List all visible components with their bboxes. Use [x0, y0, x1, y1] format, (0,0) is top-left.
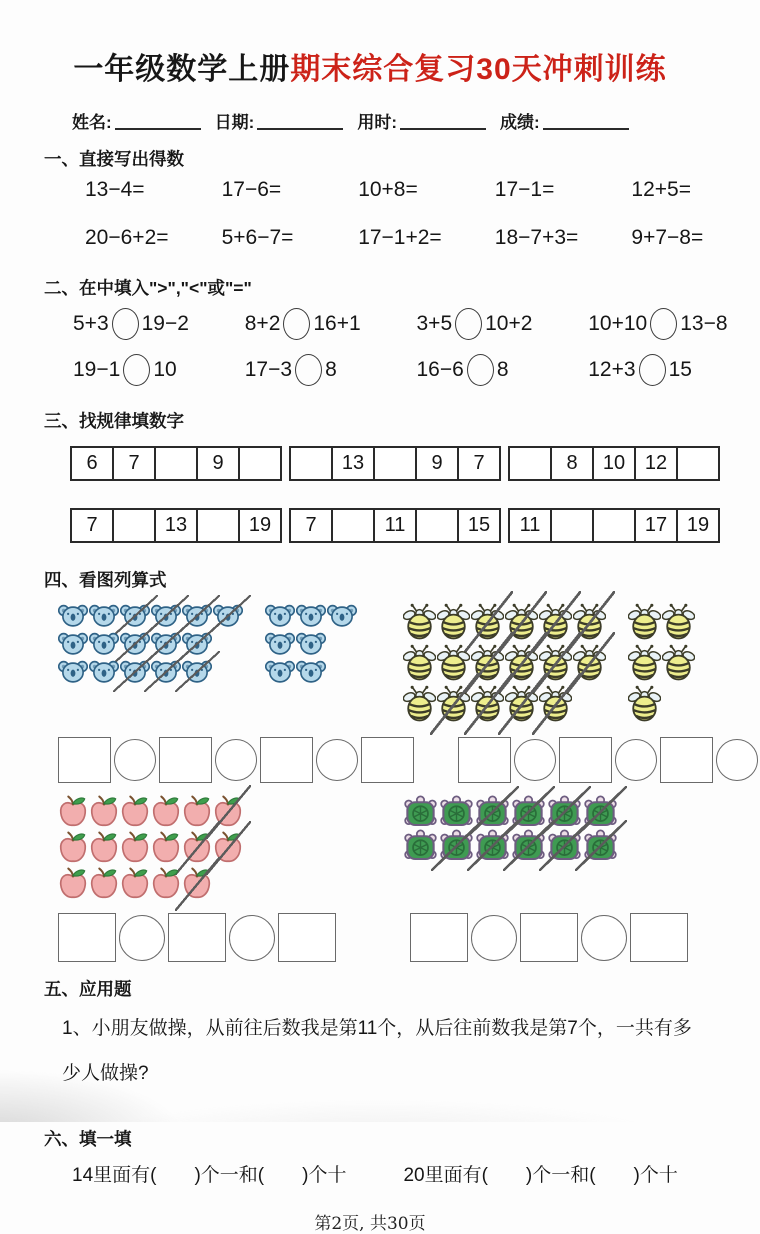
koala-icon-crossed	[182, 602, 212, 628]
bee-icon	[403, 602, 436, 641]
figure-row	[403, 643, 606, 682]
koala-icon-crossed	[213, 602, 243, 628]
operator-circle[interactable]	[316, 739, 358, 781]
koala-icon-crossed	[120, 602, 150, 628]
right-expression: 10	[153, 358, 177, 381]
figure-grid-top	[0, 602, 740, 723]
answer-number-box[interactable]	[168, 913, 226, 962]
student-info-row	[72, 108, 740, 133]
koala-icon	[89, 658, 119, 684]
equation-answer-template	[58, 737, 414, 783]
left-expression: 3+5	[416, 312, 453, 335]
figure-row	[265, 602, 357, 628]
title-black-part: 一年级数学上册	[73, 53, 291, 86]
bee-icon	[628, 602, 661, 641]
section-6-header: 六、填一填	[44, 1129, 132, 1150]
operator-circle[interactable]	[119, 915, 165, 961]
operator-circle[interactable]	[114, 739, 156, 781]
number-pattern-table	[289, 508, 501, 543]
pattern-tables-row-1	[0, 446, 740, 481]
pattern-cell: 13	[154, 510, 196, 541]
apple-icon-crossed	[182, 867, 212, 901]
pattern-cell: 9	[415, 448, 457, 479]
operator-circle[interactable]	[229, 915, 275, 961]
side-group	[628, 602, 695, 723]
arithmetic-problem: 17−1+2=	[358, 226, 442, 249]
info-label: 日期:	[214, 113, 255, 132]
side-group	[265, 602, 357, 684]
figure-row	[58, 867, 243, 901]
answer-number-box[interactable]	[361, 737, 414, 783]
koala-icon	[265, 602, 295, 628]
pattern-cell: 6	[86, 452, 98, 474]
arithmetic-problem: 9+7−8=	[631, 226, 704, 249]
pattern-cell: 19	[676, 510, 718, 541]
apple-icon	[120, 831, 150, 865]
apple-icon	[89, 831, 119, 865]
answer-number-box[interactable]	[260, 737, 313, 783]
comparison-circle[interactable]	[112, 308, 139, 340]
koala-icon	[265, 630, 295, 656]
comparison-circle[interactable]	[295, 354, 322, 386]
koala-icon-crossed	[120, 630, 150, 656]
bee-icon	[628, 684, 661, 723]
title-red-part: 期末综合复习30天冲刺训练	[290, 53, 667, 86]
empty-pattern-cell[interactable]	[196, 510, 238, 541]
comparison-circle[interactable]	[467, 354, 494, 386]
comparison-circle[interactable]	[123, 354, 150, 386]
compare-row-2	[0, 354, 740, 386]
apple-icon-crossed	[213, 795, 243, 829]
info-label: 成绩:	[500, 113, 540, 132]
arithmetic-problem: 18−7+3=	[494, 226, 579, 249]
bee-figure	[403, 602, 722, 723]
turtle-icon-crossed	[511, 829, 546, 861]
koala-icon	[265, 658, 295, 684]
apple-icon-crossed	[213, 831, 243, 865]
empty-pattern-cell[interactable]	[291, 448, 331, 479]
apple-icon-crossed	[182, 831, 212, 865]
bee-icon-crossed	[573, 643, 606, 682]
apple-icon	[58, 831, 88, 865]
turtle-icon-crossed	[547, 795, 582, 827]
bee-icon	[403, 643, 436, 682]
bee-icon	[628, 643, 661, 682]
figure-row	[265, 658, 357, 684]
pattern-cell: 17	[634, 510, 676, 541]
turtle-icon-crossed	[475, 829, 510, 861]
apple-figure	[58, 795, 377, 901]
empty-pattern-cell[interactable]	[373, 448, 415, 479]
answer-number-box[interactable]	[58, 737, 111, 783]
turtle-icon-crossed	[439, 829, 474, 861]
koala-icon	[58, 658, 88, 684]
figure-row	[628, 643, 695, 682]
pattern-cell: 13	[331, 448, 373, 479]
apple-icon	[151, 831, 181, 865]
comparison-problem	[560, 308, 732, 340]
answer-number-box[interactable]	[520, 913, 578, 962]
turtle-icon-crossed	[475, 795, 510, 827]
info-label: 用时:	[357, 113, 398, 132]
answer-number-box[interactable]	[410, 913, 468, 962]
figure-row	[403, 684, 606, 723]
pattern-tables-row-2	[0, 508, 740, 543]
figure-grid-bottom	[0, 795, 740, 901]
answer-number-box[interactable]	[559, 737, 612, 783]
equation-answer-template	[458, 737, 760, 783]
bee-icon	[437, 643, 470, 682]
arithmetic-problem: 5+6−7=	[221, 226, 294, 249]
answer-number-box[interactable]	[159, 737, 212, 783]
turtle-icon-crossed	[583, 829, 618, 861]
apple-icon	[151, 795, 181, 829]
koala-icon-crossed	[182, 630, 212, 656]
figure-row	[403, 795, 618, 827]
operator-circle[interactable]	[215, 739, 257, 781]
left-expression: 10+10	[588, 312, 648, 335]
pattern-cell: 19	[238, 510, 280, 541]
left-expression: 17−3	[244, 358, 293, 381]
bee-icon	[662, 602, 695, 641]
right-expression: 15	[668, 358, 692, 381]
figure-row	[403, 829, 618, 861]
koala-icon	[296, 602, 326, 628]
empty-pattern-cell[interactable]	[238, 448, 280, 479]
bee-icon	[437, 602, 470, 641]
bee-icon-crossed	[471, 684, 504, 723]
right-expression: 8	[325, 358, 337, 381]
figure-row	[628, 602, 695, 641]
koala-icon	[58, 630, 88, 656]
left-expression: 16−6	[416, 358, 464, 381]
pattern-cell: 7	[305, 514, 317, 536]
number-pattern-table	[508, 446, 720, 481]
info-field	[215, 108, 344, 133]
right-expression: 16+1	[313, 312, 361, 335]
turtle-icon-crossed	[547, 829, 582, 861]
bee-icon	[662, 643, 695, 682]
main-group	[403, 795, 618, 861]
apple-icon	[182, 795, 212, 829]
empty-pattern-cell[interactable]	[154, 448, 196, 479]
empty-pattern-cell[interactable]	[550, 510, 592, 541]
turtle-icon	[439, 795, 474, 827]
figure-row	[265, 630, 357, 656]
info-label: 姓名:	[72, 113, 112, 132]
apple-icon	[120, 867, 150, 901]
answer-number-box[interactable]	[630, 913, 688, 962]
section-5-header: 五、应用题	[44, 979, 132, 999]
koala-icon-crossed	[182, 658, 212, 684]
bee-icon-crossed	[471, 602, 504, 641]
pattern-cell: 15	[457, 510, 499, 541]
operator-circle[interactable]	[716, 739, 758, 781]
equation-answer-template	[58, 913, 366, 962]
apple-icon	[89, 795, 119, 829]
number-pattern-table	[70, 446, 282, 481]
koala-icon	[58, 602, 88, 628]
apple-icon	[58, 795, 88, 829]
arithmetic-problem: 17−1=	[494, 178, 555, 201]
equation-answer-template	[410, 913, 718, 962]
left-expression: 12+3	[588, 358, 636, 381]
comparison-problem	[560, 354, 732, 386]
figure-row	[403, 602, 606, 641]
empty-pattern-cell[interactable]	[112, 510, 154, 541]
figure-row	[58, 630, 243, 656]
main-group	[58, 795, 243, 901]
operator-circle[interactable]	[471, 915, 517, 961]
answer-template-row-top	[0, 737, 740, 783]
pattern-cell: 7	[457, 448, 499, 479]
word-problem-text: 1、小朋友做操，从前往后数我是第11个，从后往前数我是第7个，一共有多少人做操?	[62, 1018, 692, 1084]
right-expression: 8	[496, 358, 509, 381]
arithmetic-problem: 20−6+2=	[85, 226, 169, 249]
comparison-circle[interactable]	[650, 308, 677, 340]
apple-icon	[151, 867, 181, 901]
figure-row	[58, 795, 243, 829]
number-pattern-table	[289, 446, 501, 481]
section-3-header: 三、找规律填数字	[44, 411, 184, 431]
operator-circle[interactable]	[514, 739, 556, 781]
right-expression: 10+2	[485, 312, 533, 335]
koala-icon-crossed	[120, 658, 150, 684]
pattern-cell: 12	[634, 448, 676, 479]
comparison-problem	[217, 308, 389, 340]
answer-number-box[interactable]	[458, 737, 511, 783]
bee-icon	[403, 684, 436, 723]
koala-figure	[58, 602, 377, 723]
comparison-circle[interactable]	[639, 354, 666, 386]
page-number: 第2页, 共30页	[314, 1214, 426, 1234]
answer-number-box[interactable]	[660, 737, 713, 783]
figure-row	[58, 658, 243, 684]
section-1-header: 一、直接写出得数	[44, 149, 184, 169]
compare-row-1	[0, 308, 740, 340]
koala-icon-crossed	[151, 658, 181, 684]
koala-icon	[296, 658, 326, 684]
turtle-icon-crossed	[583, 795, 618, 827]
pattern-cell: 11	[519, 514, 541, 536]
apple-icon	[89, 867, 119, 901]
pattern-cell: 7	[86, 514, 98, 536]
arithmetic-problem: 13−4=	[85, 178, 145, 201]
empty-pattern-cell[interactable]	[592, 510, 634, 541]
apple-icon	[120, 795, 150, 829]
koala-icon	[296, 630, 326, 656]
empty-pattern-cell[interactable]	[676, 448, 718, 479]
turtle-figure	[403, 795, 722, 901]
fill-in-blank[interactable]	[115, 113, 201, 130]
pattern-cell: 7	[112, 448, 154, 479]
info-field	[357, 108, 486, 133]
bee-icon-crossed	[471, 643, 504, 682]
bee-icon-crossed	[437, 684, 470, 723]
calc-row-1	[0, 178, 740, 202]
left-expression: 8+2	[244, 312, 281, 335]
figure-row	[58, 602, 243, 628]
main-group	[58, 602, 243, 684]
bee-icon-crossed	[505, 684, 538, 723]
fill-in-blank[interactable]	[257, 113, 343, 130]
empty-pattern-cell[interactable]	[331, 510, 373, 541]
koala-icon	[89, 602, 119, 628]
koala-icon-crossed	[151, 602, 181, 628]
section-2-header: 二、在中填入">","<"或"="	[44, 278, 252, 298]
bee-icon-crossed	[505, 602, 538, 641]
operator-circle[interactable]	[615, 739, 657, 781]
comparison-circle[interactable]	[283, 308, 310, 340]
arithmetic-problem: 17−6=	[221, 178, 282, 201]
fill-in-line: 14里面有( )个一和( )个十 20里面有( )个一和( )个十	[72, 1165, 678, 1187]
arithmetic-problem: 12+5=	[631, 178, 691, 201]
pattern-cell: 11	[373, 510, 415, 541]
main-group	[403, 602, 606, 723]
left-expression: 19−1	[73, 358, 121, 381]
empty-pattern-cell[interactable]	[510, 448, 550, 479]
answer-number-box[interactable]	[58, 913, 116, 962]
bee-icon-crossed	[539, 643, 572, 682]
bee-icon-crossed	[539, 684, 572, 723]
operator-circle[interactable]	[581, 915, 627, 961]
figure-row	[58, 831, 243, 865]
apple-icon	[58, 867, 88, 901]
comparison-problem	[389, 354, 561, 386]
page-title	[0, 44, 740, 88]
info-field	[500, 108, 629, 133]
bee-icon-crossed	[573, 602, 606, 641]
info-field	[72, 108, 201, 133]
right-expression: 13−8	[680, 312, 728, 335]
comparison-problem	[389, 308, 561, 340]
pattern-cell: 8	[550, 448, 592, 479]
turtle-icon	[403, 829, 438, 861]
fill-in-blank[interactable]	[543, 113, 629, 130]
koala-icon	[89, 630, 119, 656]
bee-icon-crossed	[505, 643, 538, 682]
left-expression: 5+3	[73, 312, 109, 335]
turtle-icon-crossed	[511, 795, 546, 827]
turtle-icon	[403, 795, 438, 827]
bee-icon-crossed	[539, 602, 572, 641]
right-expression: 19−2	[141, 312, 189, 335]
koala-icon	[327, 602, 357, 628]
arithmetic-problem: 10+8=	[358, 178, 418, 201]
number-pattern-table	[508, 508, 720, 543]
fill-in-blank[interactable]	[400, 113, 486, 130]
number-pattern-table	[70, 508, 282, 543]
pattern-cell: 10	[592, 448, 634, 479]
comparison-problem	[45, 308, 217, 340]
empty-pattern-cell[interactable]	[415, 510, 457, 541]
calc-row-2	[0, 226, 740, 250]
answer-number-box[interactable]	[278, 913, 336, 962]
koala-icon-crossed	[151, 630, 181, 656]
comparison-problem	[217, 354, 389, 386]
section-4-header: 四、看图列算式	[44, 570, 167, 590]
comparison-circle[interactable]	[455, 308, 482, 340]
comparison-problem	[45, 354, 217, 386]
answer-template-row-bottom	[0, 913, 740, 962]
figure-row	[628, 684, 695, 723]
pattern-cell: 9	[196, 448, 238, 479]
